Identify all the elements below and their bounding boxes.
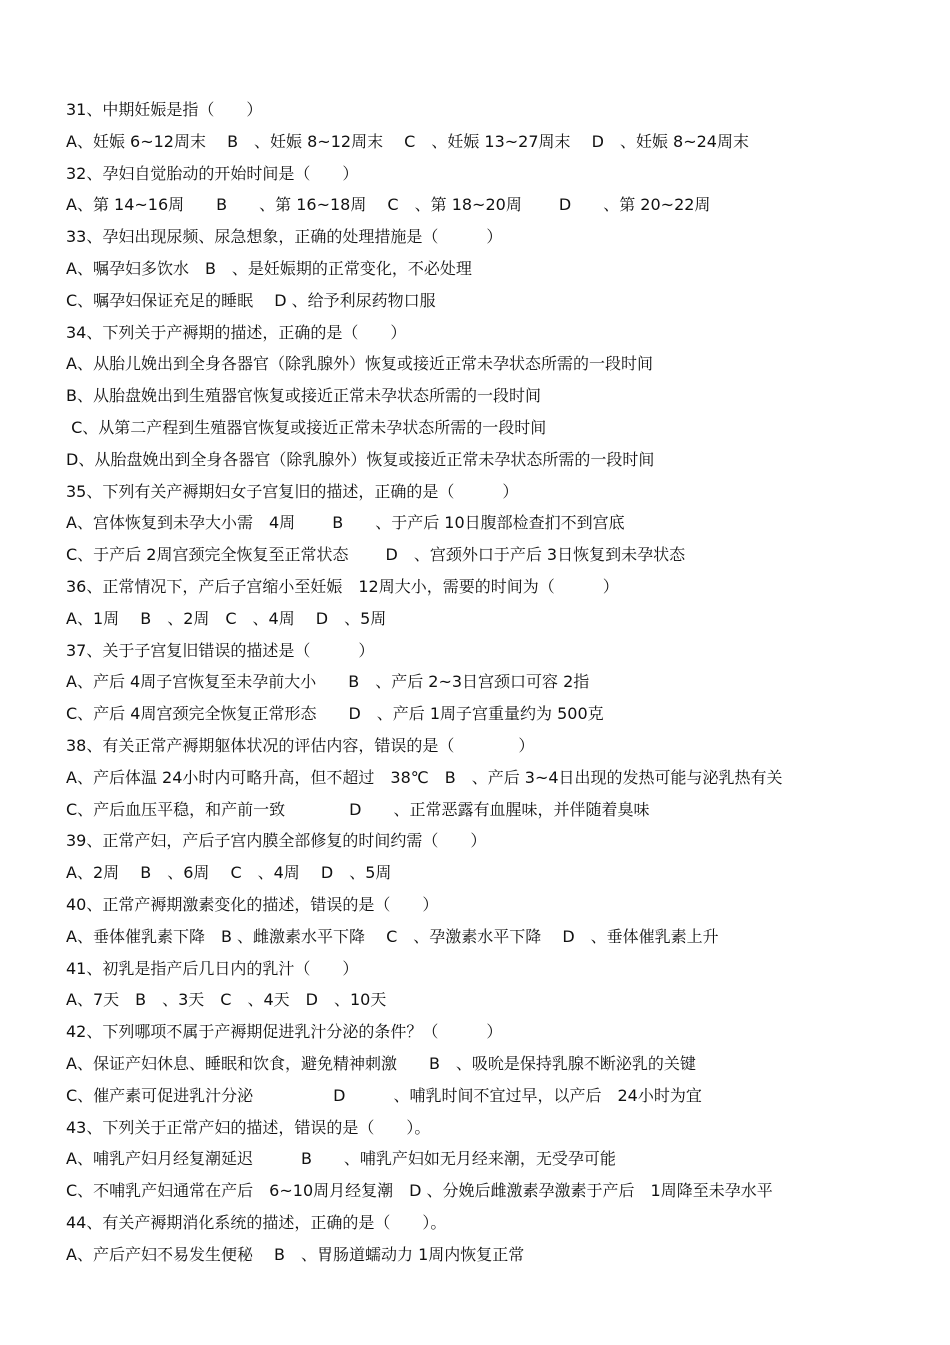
text-line: A、第 14~16周 B 、第 16~18周 C 、第 18~20周 D 、第 20~22周 [66,195,711,215]
text-line: A、嘱孕妇多饮水 B 、是妊娠期的正常变化，不必处理 [66,259,472,278]
text-line: 42、下列哪项不属于产褥期促进乳汁分泌的条件？（ ） [66,1022,503,1042]
text-line: A、产后产妇不易发生便秘 B 、胃肠道蠕动力 1周内恢复正常 [66,1244,525,1264]
text-line: C、于产后 2周宫颈完全恢复至正常状态 D 、宫颈外口于产后 3日恢复到未孕状态 [66,545,686,565]
text-line: A、哺乳产妇月经复潮延迟 B 、哺乳产妇如无月经来潮，无受孕可能 [66,1149,616,1169]
text-line: C、产后 4周宫颈完全恢复正常形态 D 、产后 1周子宫重量约为 500克 [66,704,604,724]
text-line: A、7天 B 、3天 C 、4天 D 、10天 [66,990,387,1010]
text-line: A、2周 B 、6周 C 、4周 D 、5周 [66,863,392,883]
text-line: 40、正常产褥期激素变化的描述，错误的是（ ） [66,895,439,914]
text-line: 41、初乳是指产后几日内的乳汁（ ） [66,958,359,978]
text-line: D、从胎盘娩出到全身各器官（除乳腺外）恢复或接近正常未孕状态所需的一段时间 [66,449,655,469]
text-line: B、从胎盘娩出到生殖器官恢复或接近正常未孕状态所需的一段时间 [66,386,541,406]
text-line: 43、下列关于正常产妇的描述，错误的是（ ）。 [66,1117,431,1137]
text-line: 34、下列关于产褥期的描述，正确的是（ ） [66,322,407,342]
text-line: 31、中期妊娠是指（ ） [66,100,263,119]
text-line: A、宫体恢复到未孕大小需 4周 B 、于产后 10日腹部检查扪不到宫底 [66,513,625,533]
text-line: A、1周 B 、2周 C 、4周 D 、5周 [66,608,387,628]
text-line: C、从第二产程到生殖器官恢复或接近正常未孕状态所需的一段时间 [66,418,547,437]
text-line: C、催产素可促进乳汁分泌 D 、哺乳时间不宜过早，以产后 24小时为宜 [66,1085,702,1105]
text-line: 35、下列有关产褥期妇女子宫复旧的描述，正确的是（ ） [66,481,519,501]
text-line: C、产后血压平稳，和产前一致 D 、正常恶露有血腥味，并伴随着臭味 [66,799,650,819]
text-line: A、从胎儿娩出到全身各器官（除乳腺外）恢复或接近正常未孕状态所需的一段时间 [66,354,653,374]
text-line: 39、正常产妇，产后子宫内膜全部修复的时间约需（ ） [66,831,487,851]
text-line: A、垂体催乳素下降 B 、雌激素水平下降 C 、孕激素水平下降 D 、垂体催乳素上升 [66,926,719,946]
text-line: A、产后 4周子宫恢复至未孕前大小 B 、产后 2~3日宫颈口可容 2指 [66,672,590,692]
text-line: A、保证产妇休息、睡眠和饮食，避免精神刺激 B 、吸吮是保持乳腺不断泌乳的关键 [66,1054,696,1073]
text-line: 32、孕妇自觉胎动的开始时间是（ ） [66,163,359,183]
text-line: 36、正常情况下，产后子宫缩小至妊娠 12周大小，需要的时间为（ ） [66,577,619,596]
text-line: 33、孕妇出现尿频、尿急想象，正确的处理措施是（ ） [66,227,503,247]
text-line: A、产后体温 24小时内可略升高，但不超过 38℃ B 、产后 3~4日出现的发热可能与泌乳热有关 [66,767,783,787]
text-line: C、嘱孕妇保证充足的睡眠 D 、给予利尿药物口服 [66,290,436,310]
text-line: A、妊娠 6~12周末 B 、妊娠 8~12周末 C 、妊娠 13~27周末 D 、妊娠 8~24周末 [66,131,749,151]
text-line: 37、关于子宫复旧错误的描述是（ ） [66,640,375,660]
text-line: 44、有关产褥期消化系统的描述，正确的是（ ）。 [66,1213,447,1232]
text-line: C、不哺乳产妇通常在产后 6~10周月经复潮 D 、分娩后雌激素孕激素于产后 1周降至未孕水平 [66,1181,773,1201]
text-line: 38、有关正常产褥期躯体状况的评估内容，错误的是（ ） [66,736,535,755]
